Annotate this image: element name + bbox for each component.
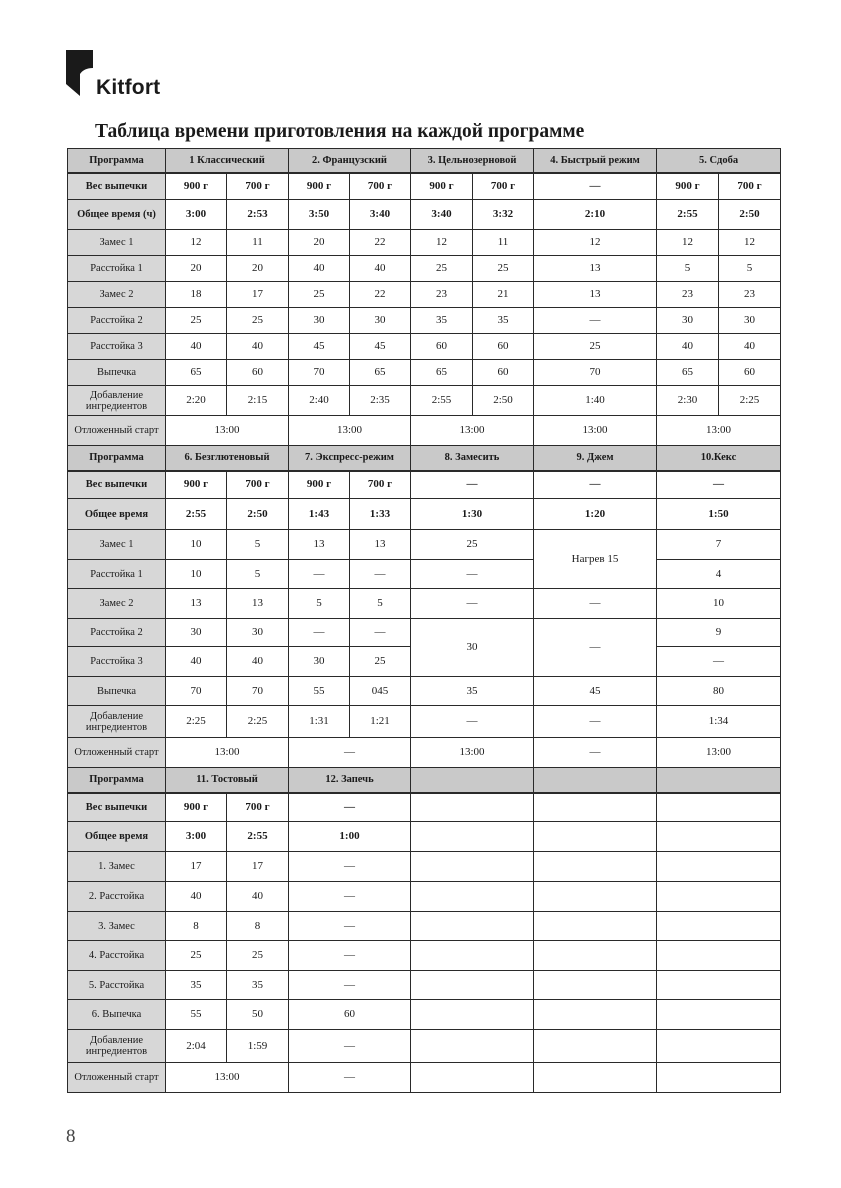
table-cell: — bbox=[534, 738, 657, 768]
table-cell: — bbox=[289, 971, 411, 1000]
row-label: Расстойка 2 bbox=[68, 308, 166, 334]
empty-cell bbox=[534, 1063, 657, 1093]
table-cell: 3:40 bbox=[411, 200, 473, 230]
table-cell: 25 bbox=[411, 256, 473, 282]
table-cell: 40 bbox=[289, 256, 350, 282]
table-cell: 13 bbox=[289, 530, 350, 560]
row-label: Отложенный старт bbox=[68, 416, 166, 446]
table-row bbox=[68, 706, 781, 738]
table-cell: — bbox=[289, 738, 411, 768]
row-label: 4. Расстойка bbox=[68, 941, 166, 971]
table-cell: 40 bbox=[350, 256, 411, 282]
table-cell: 13:00 bbox=[657, 738, 781, 768]
table-cell: 40 bbox=[166, 882, 227, 912]
table-cell: 60 bbox=[411, 334, 473, 360]
empty-cell bbox=[534, 1030, 657, 1063]
table-cell: 70 bbox=[166, 677, 227, 706]
table-cell: 3:00 bbox=[166, 822, 227, 852]
table-cell: 13:00 bbox=[166, 1063, 289, 1093]
empty-cell bbox=[411, 1030, 534, 1063]
table-cell: 7 bbox=[657, 530, 781, 560]
program-name: 2. Французский bbox=[289, 149, 411, 173]
row-label: Добавление ингредиентов bbox=[68, 1030, 166, 1063]
table-cell: 700 г bbox=[350, 471, 411, 499]
table-cell: 40 bbox=[227, 882, 289, 912]
table-cell: 5 bbox=[657, 256, 719, 282]
table-row bbox=[68, 282, 781, 308]
row-label: Замес 2 bbox=[68, 282, 166, 308]
program-name: 3. Цельнозерновой bbox=[411, 149, 534, 173]
empty-cell bbox=[411, 822, 534, 852]
table-cell: 700 г bbox=[227, 793, 289, 822]
empty-cell bbox=[411, 1000, 534, 1030]
program-name: 7. Экспресс-режим bbox=[289, 446, 411, 471]
table-cell: 20 bbox=[166, 256, 227, 282]
table-cell: 23 bbox=[411, 282, 473, 308]
table-cell: 22 bbox=[350, 282, 411, 308]
table-row bbox=[68, 882, 781, 912]
table-cell: 045 bbox=[350, 677, 411, 706]
program-name: 11. Тостовый bbox=[166, 768, 289, 793]
table-cell: 2:55 bbox=[657, 200, 719, 230]
kitfort-logo-icon bbox=[66, 50, 94, 98]
table-cell: 8 bbox=[166, 912, 227, 941]
page-number: 8 bbox=[66, 1126, 76, 1147]
table-cell: 35 bbox=[411, 677, 534, 706]
table-cell: 45 bbox=[350, 334, 411, 360]
table-cell: — bbox=[289, 793, 411, 822]
table-cell: 60 bbox=[289, 1000, 411, 1030]
program-header-label: Программа bbox=[68, 149, 166, 173]
table-cell: — bbox=[534, 619, 657, 677]
table-row bbox=[68, 530, 781, 560]
table-cell: 60 bbox=[473, 334, 534, 360]
table-cell: 9 bbox=[657, 619, 781, 647]
table-cell: 10 bbox=[657, 589, 781, 619]
table-cell: 2:50 bbox=[227, 499, 289, 530]
table-cell: 2:25 bbox=[166, 706, 227, 738]
program-name: 6. Безглютеновый bbox=[166, 446, 289, 471]
table-cell: — bbox=[289, 1030, 411, 1063]
table-row bbox=[68, 852, 781, 882]
empty-cell bbox=[411, 882, 534, 912]
table-row bbox=[68, 471, 781, 499]
table-cell: 30 bbox=[657, 308, 719, 334]
table-cell: 55 bbox=[166, 1000, 227, 1030]
table-cell: 70 bbox=[289, 360, 350, 386]
table-cell: 30 bbox=[227, 619, 289, 647]
brand-logo bbox=[66, 50, 176, 100]
row-label: Расстойка 1 bbox=[68, 256, 166, 282]
table-cell: 11 bbox=[473, 230, 534, 256]
table-row bbox=[68, 738, 781, 768]
table-cell: 900 г bbox=[166, 471, 227, 499]
table-cell: 13:00 bbox=[166, 416, 289, 446]
table-cell: 13:00 bbox=[411, 738, 534, 768]
table-cell: 12 bbox=[657, 230, 719, 256]
table-row bbox=[68, 230, 781, 256]
table-cell: Нагрев 15 bbox=[534, 530, 657, 589]
table-cell: 700 г bbox=[227, 471, 289, 499]
table-cell: 700 г bbox=[719, 173, 781, 200]
row-label: 2. Расстойка bbox=[68, 882, 166, 912]
table-cell: 8 bbox=[227, 912, 289, 941]
table-cell: 1:43 bbox=[289, 499, 350, 530]
table-row bbox=[68, 499, 781, 530]
row-label: Вес выпечки bbox=[68, 793, 166, 822]
table-cell: 12 bbox=[166, 230, 227, 256]
table-row bbox=[68, 200, 781, 230]
table-cell: — bbox=[411, 471, 534, 499]
empty-cell bbox=[657, 971, 781, 1000]
empty-cell bbox=[534, 1000, 657, 1030]
table-cell: — bbox=[289, 941, 411, 971]
table-cell: 2:20 bbox=[166, 386, 227, 416]
empty-cell bbox=[657, 882, 781, 912]
table-cell: 45 bbox=[289, 334, 350, 360]
table-row bbox=[68, 677, 781, 706]
row-label: Замес 1 bbox=[68, 230, 166, 256]
table-cell: 60 bbox=[473, 360, 534, 386]
table-cell: 45 bbox=[534, 677, 657, 706]
table-cell: 1:40 bbox=[534, 386, 657, 416]
table-cell: 1:34 bbox=[657, 706, 781, 738]
table-row bbox=[68, 941, 781, 971]
table-cell: 70 bbox=[227, 677, 289, 706]
program-name: 5. Сдоба bbox=[657, 149, 781, 173]
empty-cell bbox=[657, 822, 781, 852]
empty-cell bbox=[534, 971, 657, 1000]
table-cell: 30 bbox=[350, 308, 411, 334]
table-cell: 5 bbox=[227, 560, 289, 589]
table-cell: 35 bbox=[166, 971, 227, 1000]
empty-cell bbox=[657, 793, 781, 822]
row-label: Расстойка 1 bbox=[68, 560, 166, 589]
table-cell: 25 bbox=[227, 941, 289, 971]
table-cell: 35 bbox=[473, 308, 534, 334]
table-cell: 5 bbox=[289, 589, 350, 619]
table-cell: 2:15 bbox=[227, 386, 289, 416]
row-label: Выпечка bbox=[68, 677, 166, 706]
table-cell: 2:30 bbox=[657, 386, 719, 416]
table-cell: 3:32 bbox=[473, 200, 534, 230]
table-cell: 13:00 bbox=[534, 416, 657, 446]
table-cell: 2:53 bbox=[227, 200, 289, 230]
row-label: Выпечка bbox=[68, 360, 166, 386]
program-time-table bbox=[67, 148, 781, 1093]
table-cell: 25 bbox=[166, 941, 227, 971]
row-label: Общее время (ч) bbox=[68, 200, 166, 230]
table-cell: 3:50 bbox=[289, 200, 350, 230]
table-cell: 1:20 bbox=[534, 499, 657, 530]
table-cell: — bbox=[411, 589, 534, 619]
empty-cell bbox=[534, 941, 657, 971]
table-row bbox=[68, 173, 781, 200]
table-cell: 12 bbox=[719, 230, 781, 256]
row-label: Добавление ингредиентов bbox=[68, 706, 166, 738]
table-row bbox=[68, 560, 781, 589]
table-row bbox=[68, 589, 781, 619]
table-cell: 30 bbox=[411, 619, 534, 677]
table-row bbox=[68, 256, 781, 282]
table-cell: 13:00 bbox=[289, 416, 411, 446]
table-cell: 900 г bbox=[411, 173, 473, 200]
empty-cell bbox=[411, 971, 534, 1000]
table-cell: 65 bbox=[657, 360, 719, 386]
row-label: 5. Расстойка bbox=[68, 971, 166, 1000]
table-cell: 30 bbox=[719, 308, 781, 334]
table-cell: 900 г bbox=[166, 793, 227, 822]
table-cell: 700 г bbox=[350, 173, 411, 200]
table-cell: 21 bbox=[473, 282, 534, 308]
table-cell: 2:04 bbox=[166, 1030, 227, 1063]
table-row bbox=[68, 1063, 781, 1093]
table-cell: — bbox=[657, 647, 781, 677]
table-row bbox=[68, 822, 781, 852]
table-cell: — bbox=[289, 912, 411, 941]
table-cell: — bbox=[289, 882, 411, 912]
table-cell: — bbox=[289, 619, 350, 647]
table-cell: 3:00 bbox=[166, 200, 227, 230]
table-cell: 60 bbox=[719, 360, 781, 386]
table-cell: 60 bbox=[227, 360, 289, 386]
table-cell: 900 г bbox=[289, 471, 350, 499]
table-cell: 900 г bbox=[166, 173, 227, 200]
row-label: Расстойка 2 bbox=[68, 619, 166, 647]
table-cell: 55 bbox=[289, 677, 350, 706]
table-cell: — bbox=[411, 706, 534, 738]
brand-name: Kitfort bbox=[96, 76, 161, 99]
table-cell: 5 bbox=[719, 256, 781, 282]
table-cell: — bbox=[657, 471, 781, 499]
table-cell: — bbox=[534, 471, 657, 499]
table-cell: 17 bbox=[227, 282, 289, 308]
table-cell: 3:40 bbox=[350, 200, 411, 230]
empty-cell bbox=[657, 1000, 781, 1030]
table-row bbox=[68, 416, 781, 446]
table-cell: 12 bbox=[534, 230, 657, 256]
table-cell: 2:35 bbox=[350, 386, 411, 416]
table-cell: 40 bbox=[719, 334, 781, 360]
table-cell: 23 bbox=[657, 282, 719, 308]
table-cell: 40 bbox=[166, 647, 227, 677]
table-cell: 17 bbox=[227, 852, 289, 882]
row-label: Добавление ингредиентов bbox=[68, 386, 166, 416]
table-cell: 2:25 bbox=[227, 706, 289, 738]
table-cell: 50 bbox=[227, 1000, 289, 1030]
row-label: Вес выпечки bbox=[68, 173, 166, 200]
row-label: Расстойка 3 bbox=[68, 334, 166, 360]
table-cell: — bbox=[350, 560, 411, 589]
table-cell: 700 г bbox=[473, 173, 534, 200]
table-cell: 80 bbox=[657, 677, 781, 706]
table-cell: — bbox=[534, 706, 657, 738]
row-label: Отложенный старт bbox=[68, 1063, 166, 1093]
table-cell: 1:31 bbox=[289, 706, 350, 738]
table-cell: 25 bbox=[534, 334, 657, 360]
table-cell: 25 bbox=[350, 647, 411, 677]
empty-cell bbox=[657, 912, 781, 941]
program-name: 1 Классический bbox=[166, 149, 289, 173]
program-name: 12. Запечь bbox=[289, 768, 411, 793]
empty-cell bbox=[657, 1063, 781, 1093]
table-row bbox=[68, 1030, 781, 1063]
table-cell: 25 bbox=[166, 308, 227, 334]
table-cell: — bbox=[289, 1063, 411, 1093]
empty-header-cell bbox=[534, 768, 657, 793]
table-cell: 700 г bbox=[227, 173, 289, 200]
empty-header-cell bbox=[657, 768, 781, 793]
table-cell: 40 bbox=[166, 334, 227, 360]
table-cell: 2:25 bbox=[719, 386, 781, 416]
empty-cell bbox=[657, 941, 781, 971]
program-header-label: Программа bbox=[68, 446, 166, 471]
empty-cell bbox=[411, 912, 534, 941]
empty-cell bbox=[411, 941, 534, 971]
table-cell: — bbox=[534, 173, 657, 200]
table-cell: 2:40 bbox=[289, 386, 350, 416]
row-label: 1. Замес bbox=[68, 852, 166, 882]
row-label: Общее время bbox=[68, 499, 166, 530]
table-cell: 4 bbox=[657, 560, 781, 589]
table-cell: 10 bbox=[166, 560, 227, 589]
row-label: 3. Замес bbox=[68, 912, 166, 941]
table-cell: 13 bbox=[534, 282, 657, 308]
table-cell: 2:55 bbox=[411, 386, 473, 416]
table-cell: 2:10 bbox=[534, 200, 657, 230]
table-row bbox=[68, 446, 781, 471]
table-cell: 1:59 bbox=[227, 1030, 289, 1063]
table-cell: 18 bbox=[166, 282, 227, 308]
table-cell: 30 bbox=[289, 308, 350, 334]
table-cell: 65 bbox=[411, 360, 473, 386]
table-cell: 900 г bbox=[657, 173, 719, 200]
table-cell: 2:50 bbox=[719, 200, 781, 230]
table-cell: 1:50 bbox=[657, 499, 781, 530]
empty-cell bbox=[534, 852, 657, 882]
row-label: Вес выпечки bbox=[68, 471, 166, 499]
table-row bbox=[68, 308, 781, 334]
table-cell: 22 bbox=[350, 230, 411, 256]
table-row bbox=[68, 971, 781, 1000]
table-cell: 2:55 bbox=[227, 822, 289, 852]
table-cell: 25 bbox=[411, 530, 534, 560]
table-cell: 5 bbox=[227, 530, 289, 560]
table-row bbox=[68, 360, 781, 386]
table-cell: 1:21 bbox=[350, 706, 411, 738]
table-cell: 40 bbox=[227, 334, 289, 360]
empty-cell bbox=[411, 852, 534, 882]
table-row bbox=[68, 912, 781, 941]
table-cell: 25 bbox=[227, 308, 289, 334]
program-name: 9. Джем bbox=[534, 446, 657, 471]
table-cell: 40 bbox=[227, 647, 289, 677]
table-cell: 13:00 bbox=[411, 416, 534, 446]
table-row bbox=[68, 386, 781, 416]
table-row bbox=[68, 768, 781, 793]
table-cell: 13:00 bbox=[657, 416, 781, 446]
empty-cell bbox=[534, 912, 657, 941]
empty-header-cell bbox=[411, 768, 534, 793]
table-cell: — bbox=[289, 560, 350, 589]
table-cell: 13 bbox=[166, 589, 227, 619]
table-cell: 25 bbox=[473, 256, 534, 282]
table-cell: 13 bbox=[534, 256, 657, 282]
table-cell: 65 bbox=[350, 360, 411, 386]
table-cell: 5 bbox=[350, 589, 411, 619]
table-cell: 20 bbox=[227, 256, 289, 282]
table-cell: 2:55 bbox=[166, 499, 227, 530]
table-cell: 30 bbox=[166, 619, 227, 647]
empty-cell bbox=[411, 1063, 534, 1093]
row-label: 6. Выпечка bbox=[68, 1000, 166, 1030]
table-cell: — bbox=[534, 308, 657, 334]
table-row bbox=[68, 619, 781, 647]
program-header-label: Программа bbox=[68, 768, 166, 793]
table-cell: 2:50 bbox=[473, 386, 534, 416]
table-cell: 40 bbox=[657, 334, 719, 360]
table-cell: 25 bbox=[289, 282, 350, 308]
page-title: Таблица времени приготовления на каждой программе bbox=[95, 121, 585, 142]
table-cell: 17 bbox=[166, 852, 227, 882]
table-cell: 1:30 bbox=[411, 499, 534, 530]
table-cell: 13 bbox=[350, 530, 411, 560]
table-cell: 70 bbox=[534, 360, 657, 386]
empty-cell bbox=[657, 852, 781, 882]
program-name: 10.Кекс bbox=[657, 446, 781, 471]
row-label: Общее время bbox=[68, 822, 166, 852]
table-cell: 35 bbox=[227, 971, 289, 1000]
table-cell: — bbox=[289, 852, 411, 882]
row-label: Расстойка 3 bbox=[68, 647, 166, 677]
empty-cell bbox=[534, 882, 657, 912]
program-name: 4. Быстрый режим bbox=[534, 149, 657, 173]
table-cell: 30 bbox=[289, 647, 350, 677]
table-cell: 900 г bbox=[289, 173, 350, 200]
table-cell: 13:00 bbox=[166, 738, 289, 768]
row-label: Замес 1 bbox=[68, 530, 166, 560]
empty-cell bbox=[534, 793, 657, 822]
program-name: 8. Замесить bbox=[411, 446, 534, 471]
table-cell: — bbox=[411, 560, 534, 589]
table-cell: 12 bbox=[411, 230, 473, 256]
row-label: Замес 2 bbox=[68, 589, 166, 619]
table-cell: — bbox=[350, 619, 411, 647]
empty-cell bbox=[657, 1030, 781, 1063]
empty-cell bbox=[534, 822, 657, 852]
table-row bbox=[68, 1000, 781, 1030]
row-label: Отложенный старт bbox=[68, 738, 166, 768]
table-cell: — bbox=[534, 589, 657, 619]
table-cell: 23 bbox=[719, 282, 781, 308]
table-row bbox=[68, 334, 781, 360]
table-cell: 20 bbox=[289, 230, 350, 256]
table-cell: 1:00 bbox=[289, 822, 411, 852]
table-cell: 1:33 bbox=[350, 499, 411, 530]
table-cell: 65 bbox=[166, 360, 227, 386]
table-cell: 10 bbox=[166, 530, 227, 560]
table-row bbox=[68, 793, 781, 822]
table-row bbox=[68, 149, 781, 173]
table-cell: 13 bbox=[227, 589, 289, 619]
empty-cell bbox=[411, 793, 534, 822]
table-cell: 11 bbox=[227, 230, 289, 256]
table-cell: 35 bbox=[411, 308, 473, 334]
